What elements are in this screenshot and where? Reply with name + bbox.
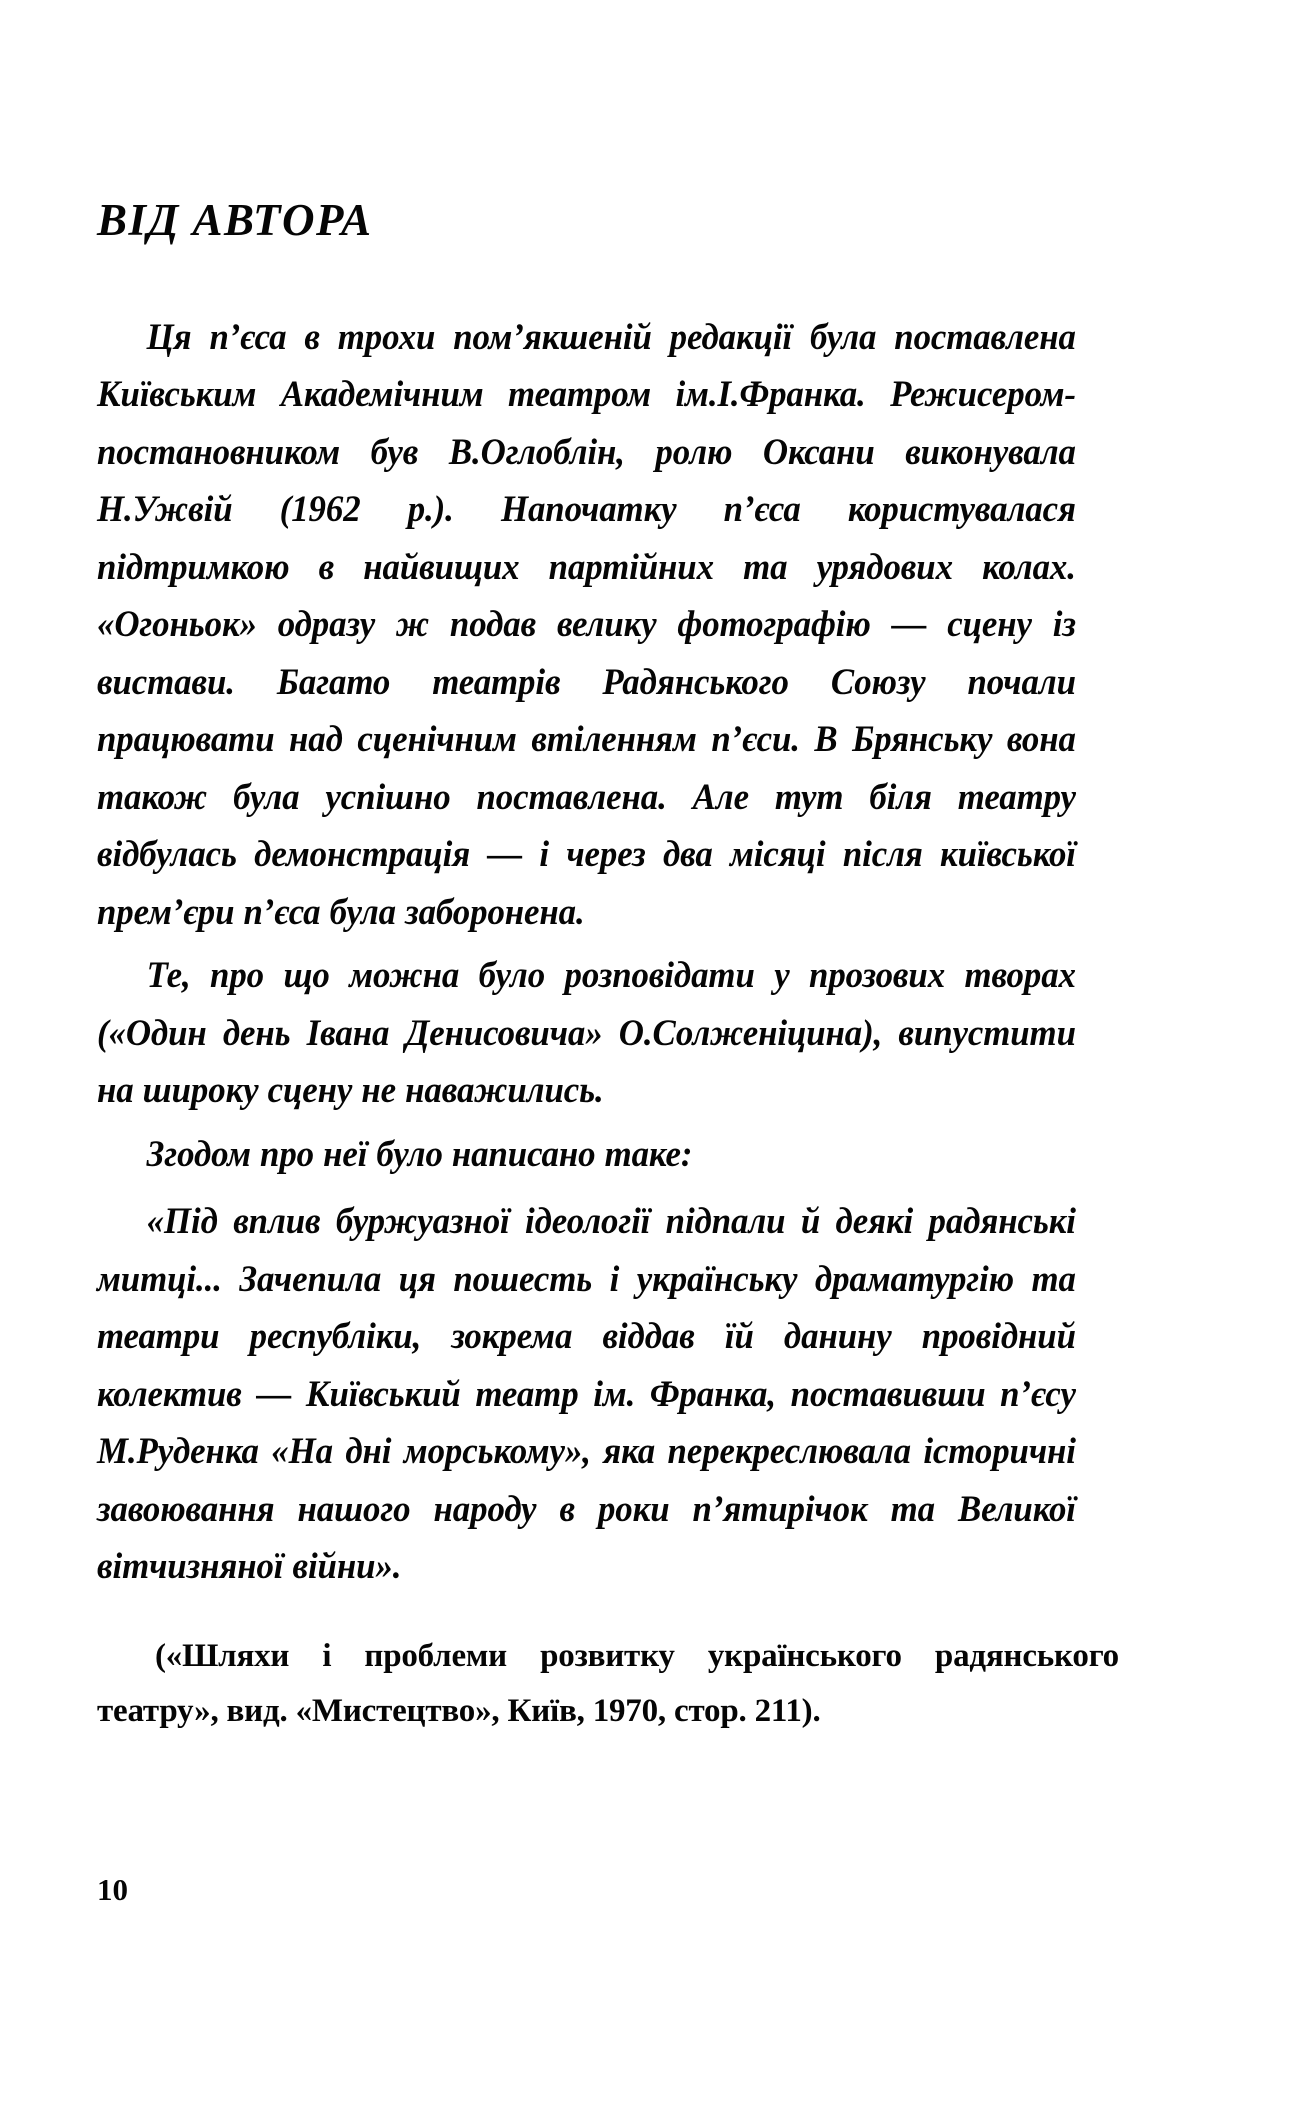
page-title: ВІД АВТОРА <box>97 195 373 245</box>
citation-source: («Шляхи і проблеми розвитку українського радянського театру», вид. «Мистецтво», Київ, 1970, стор. 211). <box>97 1637 1119 1729</box>
page-number: 10 <box>97 1872 128 1907</box>
paragraph-written-later <box>97 1125 1122 1183</box>
paragraph-spacer <box>97 1182 1217 1192</box>
paragraph-text: Згодом про неї було написано таке: <box>146 1132 693 1174</box>
paragraph-text: Те, про що можна було розповідати у прозових творах («Один день Івана Денисовича» О.Солженіцина), випустити на широку сцену не наважились. <box>97 954 1076 1110</box>
paragraph-text: Ця п’єса в трохи пом’якшеній редакції була поставлена Київським Академічним театром ім.І.Франка. Режисером-постановником був В.Оглоблін, ролю Оксани виконувала Н.Ужвій (1962 р.). Напочатку п’єса користувалася підтримкою в найвищих партійних та урядових колах. «Огоньок» одразу ж подав велику фотографію — сцену із вистави. Багато театрів Радянського Союзу почали працювати над сценічним втіленням п’єси. В Брянську вона також була успішно поставлена. Але тут біля театру відбулась демонстрація — і через два місяці після київської прем’єри п’єса була заборонена. <box>97 315 1076 932</box>
citation-block <box>97 1629 1217 1739</box>
page-content <box>97 196 1217 1739</box>
paragraph-prose-works <box>97 946 1122 1119</box>
paragraph-intro-production <box>97 308 1122 941</box>
paragraph-quoted-criticism <box>97 1192 1122 1595</box>
paragraph-text: «Під вплив буржуазної ідеології підпали й деякі радянські митці... Зачепила ця пошесть і українську драматургію та театри республіки, зокрема віддав їй данину провідний колектив — Київський театр ім. Франка, поставивши п’єсу М.Руденка «На дні морському», яка перекреслювала історичні завоювання нашого народу в роки п’ятирічок та Великої вітчизняної війни». <box>97 1200 1076 1586</box>
